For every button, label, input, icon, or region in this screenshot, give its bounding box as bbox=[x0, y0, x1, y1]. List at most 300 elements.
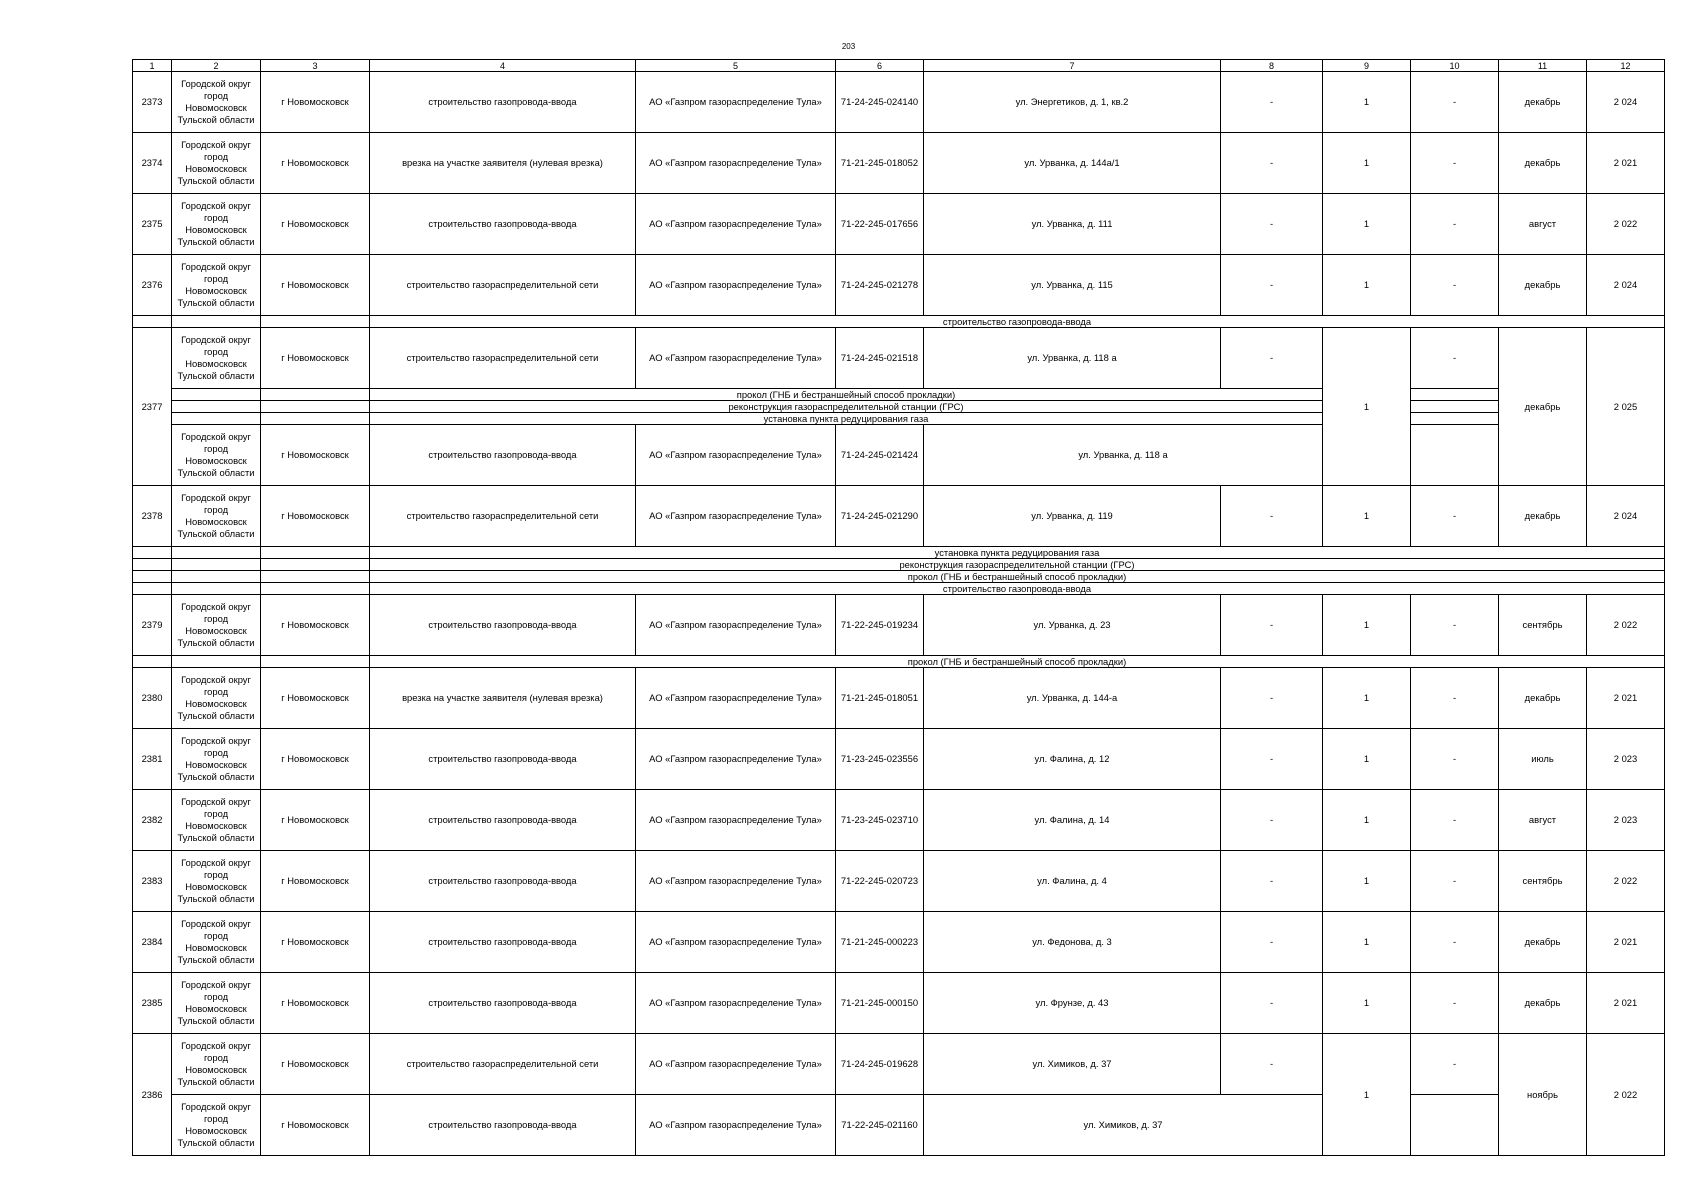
organization-cell: АО «Газпром газораспределение Тула» bbox=[636, 973, 836, 1034]
subsection-label: строительство газопровода-ввода bbox=[370, 583, 1665, 595]
column-header: 2 bbox=[172, 60, 261, 72]
municipality-line: Городской округ bbox=[181, 918, 251, 929]
column-10-cell: - bbox=[1411, 486, 1499, 547]
month-cell: декабрь bbox=[1499, 133, 1587, 194]
subsection-label: прокол (ГНБ и бестраншейный способ прокладки) bbox=[370, 656, 1665, 668]
municipality-line: Новомосковск bbox=[185, 516, 247, 527]
entry-number: 2382 bbox=[133, 790, 172, 851]
table-row bbox=[133, 133, 1665, 194]
table-row bbox=[133, 851, 1665, 912]
column-8-cell: - bbox=[1221, 255, 1323, 316]
column-header: 12 bbox=[1587, 60, 1665, 72]
subsection-row bbox=[133, 401, 1665, 413]
city-cell: г Новомосковск bbox=[261, 973, 370, 1034]
application-code-cell: 71-21-245-000223 bbox=[836, 912, 924, 973]
column-header: 10 bbox=[1411, 60, 1499, 72]
subsection-row bbox=[133, 656, 1665, 668]
municipality-line: Тульской области bbox=[177, 370, 255, 381]
municipality-line: Городской округ bbox=[181, 601, 251, 612]
municipality-line: Новомосковск bbox=[185, 625, 247, 636]
municipality-line: Новомосковск bbox=[185, 1125, 247, 1136]
subsection-row bbox=[133, 547, 1665, 559]
municipality-line: Тульской области bbox=[177, 528, 255, 539]
municipality-line: город bbox=[203, 808, 229, 819]
application-code-cell: 71-23-245-023556 bbox=[836, 729, 924, 790]
month-cell: декабрь bbox=[1499, 668, 1587, 729]
column-8-cell: - bbox=[1221, 912, 1323, 973]
column-10-cell: - bbox=[1411, 255, 1499, 316]
month-cell: декабрь bbox=[1499, 912, 1587, 973]
city-cell: г Новомосковск bbox=[261, 1095, 370, 1156]
municipality-line: Новомосковск bbox=[185, 820, 247, 831]
column-8-cell: - bbox=[1221, 729, 1323, 790]
municipality-line: город bbox=[203, 346, 229, 357]
city-cell: г Новомосковск bbox=[261, 668, 370, 729]
empty-cell bbox=[133, 547, 172, 559]
column-8-cell: - bbox=[1221, 1034, 1323, 1095]
work-type-cell: строительство газопровода-ввода bbox=[370, 1095, 636, 1156]
empty-cell bbox=[172, 389, 261, 401]
municipality-line: город bbox=[203, 151, 229, 162]
address-cell: ул. Урванка, д. 118 а bbox=[924, 425, 1323, 486]
application-code-cell: 71-22-245-021160 bbox=[836, 1095, 924, 1156]
address-cell: ул. Фрунзе, д. 43 bbox=[924, 973, 1221, 1034]
column-10-cell: - bbox=[1411, 973, 1499, 1034]
column-9-cell: 1 bbox=[1323, 912, 1411, 973]
month-cell: ноябрь bbox=[1499, 1034, 1587, 1156]
column-9-cell: 1 bbox=[1323, 194, 1411, 255]
municipality-line: Городской округ bbox=[181, 200, 251, 211]
month-cell: июль bbox=[1499, 729, 1587, 790]
municipality-line: Новомосковск bbox=[185, 881, 247, 892]
column-10-cell: - bbox=[1411, 729, 1499, 790]
empty-cell bbox=[172, 656, 261, 668]
column-9-cell: 1 bbox=[1323, 790, 1411, 851]
empty-cell bbox=[1411, 389, 1499, 401]
municipality-line: Тульской области bbox=[177, 236, 255, 247]
empty-cell bbox=[172, 583, 261, 595]
municipality-line: город bbox=[203, 1113, 229, 1124]
empty-cell bbox=[1411, 413, 1499, 425]
entry-number: 2385 bbox=[133, 973, 172, 1034]
municipality-line: Городской округ bbox=[181, 857, 251, 868]
municipality-cell bbox=[172, 668, 261, 729]
city-cell: г Новомосковск bbox=[261, 133, 370, 194]
work-type-cell: строительство газопровода-ввода bbox=[370, 194, 636, 255]
subsection-row bbox=[133, 583, 1665, 595]
municipality-line: Тульской области bbox=[177, 771, 255, 782]
entry-number: 2375 bbox=[133, 194, 172, 255]
organization-cell: АО «Газпром газораспределение Тула» bbox=[636, 790, 836, 851]
municipality-line: город bbox=[203, 504, 229, 515]
month-cell: декабрь bbox=[1499, 973, 1587, 1034]
year-cell: 2 025 bbox=[1587, 328, 1665, 486]
work-type-cell: строительство газопровода-ввода bbox=[370, 595, 636, 656]
empty-cell bbox=[133, 316, 172, 328]
column-header: 11 bbox=[1499, 60, 1587, 72]
empty-cell bbox=[133, 571, 172, 583]
work-type-cell: врезка на участке заявителя (нулевая врезка) bbox=[370, 133, 636, 194]
work-type-cell: строительство газопровода-ввода bbox=[370, 72, 636, 133]
municipality-line: Городской округ bbox=[181, 139, 251, 150]
year-cell: 2 023 bbox=[1587, 790, 1665, 851]
application-code-cell: 71-24-245-021518 bbox=[836, 328, 924, 389]
city-cell: г Новомосковск bbox=[261, 486, 370, 547]
municipality-line: Тульской области bbox=[177, 893, 255, 904]
city-cell: г Новомосковск bbox=[261, 328, 370, 389]
application-code-cell: 71-24-245-021424 bbox=[836, 425, 924, 486]
subsection-row bbox=[133, 413, 1665, 425]
year-cell: 2 022 bbox=[1587, 194, 1665, 255]
municipality-cell bbox=[172, 328, 261, 389]
work-type-cell: строительство газораспределительной сети bbox=[370, 255, 636, 316]
column-8-cell: - bbox=[1221, 595, 1323, 656]
work-type-cell: строительство газораспределительной сети bbox=[370, 486, 636, 547]
year-cell: 2 024 bbox=[1587, 72, 1665, 133]
column-10-cell: - bbox=[1411, 133, 1499, 194]
empty-cell bbox=[172, 413, 261, 425]
column-9-cell: 1 bbox=[1323, 851, 1411, 912]
page-number: 203 bbox=[841, 42, 856, 51]
column-9-cell: 1 bbox=[1323, 133, 1411, 194]
work-type-cell: строительство газопровода-ввода bbox=[370, 973, 636, 1034]
empty-cell bbox=[133, 559, 172, 571]
month-cell: декабрь bbox=[1499, 255, 1587, 316]
year-cell: 2 022 bbox=[1587, 851, 1665, 912]
table-row bbox=[133, 425, 1665, 486]
column-10-cell: - bbox=[1411, 595, 1499, 656]
municipality-line: город bbox=[203, 90, 229, 101]
column-header: 7 bbox=[924, 60, 1221, 72]
empty-cell bbox=[172, 559, 261, 571]
municipality-line: Тульской области bbox=[177, 467, 255, 478]
table-row bbox=[133, 595, 1665, 656]
year-cell: 2 022 bbox=[1587, 595, 1665, 656]
municipality-line: Новомосковск bbox=[185, 102, 247, 113]
address-cell: ул. Урванка, д. 23 bbox=[924, 595, 1221, 656]
column-8-cell: - bbox=[1221, 328, 1323, 389]
table-row bbox=[133, 255, 1665, 316]
empty-cell bbox=[133, 583, 172, 595]
table-row bbox=[133, 912, 1665, 973]
address-cell: ул. Федонова, д. 3 bbox=[924, 912, 1221, 973]
column-header: 9 bbox=[1323, 60, 1411, 72]
application-code-cell: 71-24-245-019628 bbox=[836, 1034, 924, 1095]
entry-number: 2373 bbox=[133, 72, 172, 133]
municipality-line: Тульской области bbox=[177, 832, 255, 843]
municipality-line: Городской округ bbox=[181, 735, 251, 746]
subsection-label: прокол (ГНБ и бестраншейный способ прокладки) bbox=[370, 389, 1323, 401]
year-cell: 2 023 bbox=[1587, 729, 1665, 790]
work-type-cell: строительство газопровода-ввода bbox=[370, 425, 636, 486]
address-cell: ул. Химиков, д. 37 bbox=[924, 1095, 1323, 1156]
municipality-cell bbox=[172, 133, 261, 194]
work-type-cell: строительство газопровода-ввода bbox=[370, 851, 636, 912]
column-8-cell: - bbox=[1221, 790, 1323, 851]
municipality-line: Городской округ bbox=[181, 1040, 251, 1051]
municipality-line: Тульской области bbox=[177, 1076, 255, 1087]
municipality-cell bbox=[172, 1095, 261, 1156]
municipality-line: Новомосковск bbox=[185, 455, 247, 466]
year-cell: 2 024 bbox=[1587, 255, 1665, 316]
municipality-cell bbox=[172, 194, 261, 255]
municipality-cell bbox=[172, 973, 261, 1034]
address-cell: ул. Фалина, д. 12 bbox=[924, 729, 1221, 790]
city-cell: г Новомосковск bbox=[261, 1034, 370, 1095]
column-8-cell: - bbox=[1221, 194, 1323, 255]
empty-cell bbox=[261, 401, 370, 413]
municipality-line: Новомосковск bbox=[185, 698, 247, 709]
municipality-line: Новомосковск bbox=[185, 942, 247, 953]
municipality-line: Тульской области bbox=[177, 954, 255, 965]
table-row bbox=[133, 72, 1665, 133]
subsection-label: реконструкция газораспределительной станции (ГРС) bbox=[370, 401, 1323, 413]
table-row bbox=[133, 668, 1665, 729]
column-9-cell: 1 bbox=[1323, 328, 1411, 486]
organization-cell: АО «Газпром газораспределение Тула» bbox=[636, 912, 836, 973]
municipality-line: Городской округ bbox=[181, 261, 251, 272]
empty-cell bbox=[172, 316, 261, 328]
municipality-line: Тульской области bbox=[177, 637, 255, 648]
column-header: 8 bbox=[1221, 60, 1323, 72]
municipality-cell bbox=[172, 486, 261, 547]
subsection-label: установка пункта редуцирования газа bbox=[370, 547, 1665, 559]
organization-cell: АО «Газпром газораспределение Тула» bbox=[636, 668, 836, 729]
table-row bbox=[133, 328, 1665, 389]
empty-cell bbox=[172, 401, 261, 413]
application-code-cell: 71-22-245-017656 bbox=[836, 194, 924, 255]
city-cell: г Новомосковск bbox=[261, 595, 370, 656]
city-cell: г Новомосковск bbox=[261, 790, 370, 851]
municipality-line: город bbox=[203, 443, 229, 454]
municipality-line: город bbox=[203, 991, 229, 1002]
year-cell: 2 021 bbox=[1587, 912, 1665, 973]
month-cell: август bbox=[1499, 790, 1587, 851]
column-header: 3 bbox=[261, 60, 370, 72]
municipality-line: Новомосковск bbox=[185, 163, 247, 174]
municipality-line: город bbox=[203, 869, 229, 880]
empty-cell bbox=[261, 547, 370, 559]
city-cell: г Новомосковск bbox=[261, 194, 370, 255]
municipality-line: Городской округ bbox=[181, 334, 251, 345]
column-10-cell: - bbox=[1411, 668, 1499, 729]
address-cell: ул. Урванка, д. 115 bbox=[924, 255, 1221, 316]
municipality-line: Городской округ bbox=[181, 78, 251, 89]
subsection-label: строительство газопровода-ввода bbox=[370, 316, 1665, 328]
municipality-line: Тульской области bbox=[177, 297, 255, 308]
gasification-register-table bbox=[132, 59, 1665, 1156]
application-code-cell: 71-23-245-023710 bbox=[836, 790, 924, 851]
column-9-cell: 1 bbox=[1323, 729, 1411, 790]
table-row bbox=[133, 729, 1665, 790]
application-code-cell: 71-21-245-018051 bbox=[836, 668, 924, 729]
table-row bbox=[133, 790, 1665, 851]
column-8-cell: - bbox=[1221, 72, 1323, 133]
municipality-line: город bbox=[203, 747, 229, 758]
municipality-line: Тульской области bbox=[177, 1015, 255, 1026]
column-number-header bbox=[133, 60, 1665, 72]
empty-cell bbox=[261, 656, 370, 668]
organization-cell: АО «Газпром газораспределение Тула» bbox=[636, 1034, 836, 1095]
entry-number: 2378 bbox=[133, 486, 172, 547]
address-cell: ул. Урванка, д. 144-а bbox=[924, 668, 1221, 729]
municipality-cell bbox=[172, 912, 261, 973]
subsection-row bbox=[133, 316, 1665, 328]
entry-number: 2384 bbox=[133, 912, 172, 973]
column-9-cell: 1 bbox=[1323, 1034, 1411, 1156]
column-9-cell: 1 bbox=[1323, 973, 1411, 1034]
work-type-cell: строительство газораспределительной сети bbox=[370, 328, 636, 389]
column-10-cell: - bbox=[1411, 328, 1499, 389]
subsection-label: реконструкция газораспределительной станции (ГРС) bbox=[370, 559, 1665, 571]
city-cell: г Новомосковск bbox=[261, 851, 370, 912]
empty-cell bbox=[172, 547, 261, 559]
column-9-cell: 1 bbox=[1323, 255, 1411, 316]
municipality-line: Новомосковск bbox=[185, 285, 247, 296]
organization-cell: АО «Газпром газораспределение Тула» bbox=[636, 133, 836, 194]
subsection-label: установка пункта редуцирования газа bbox=[370, 413, 1323, 425]
municipality-line: город bbox=[203, 613, 229, 624]
municipality-line: Тульской области bbox=[177, 114, 255, 125]
column-8-cell: - bbox=[1221, 133, 1323, 194]
work-type-cell: строительство газопровода-ввода bbox=[370, 790, 636, 851]
column-9-cell: 1 bbox=[1323, 486, 1411, 547]
application-code-cell: 71-24-245-021278 bbox=[836, 255, 924, 316]
application-code-cell: 71-21-245-000150 bbox=[836, 973, 924, 1034]
work-type-cell: строительство газопровода-ввода bbox=[370, 912, 636, 973]
column-10-cell: - bbox=[1411, 72, 1499, 133]
city-cell: г Новомосковск bbox=[261, 255, 370, 316]
empty-cell bbox=[133, 656, 172, 668]
empty-cell bbox=[1411, 425, 1499, 486]
organization-cell: АО «Газпром газораспределение Тула» bbox=[636, 1095, 836, 1156]
municipality-cell bbox=[172, 72, 261, 133]
subsection-label: прокол (ГНБ и бестраншейный способ прокладки) bbox=[370, 571, 1665, 583]
table-row bbox=[133, 973, 1665, 1034]
municipality-line: Новомосковск bbox=[185, 1003, 247, 1014]
address-cell: ул. Фалина, д. 4 bbox=[924, 851, 1221, 912]
column-header: 6 bbox=[836, 60, 924, 72]
municipality-line: город bbox=[203, 212, 229, 223]
municipality-cell bbox=[172, 425, 261, 486]
empty-cell bbox=[172, 571, 261, 583]
municipality-line: Городской округ bbox=[181, 1101, 251, 1112]
column-header: 1 bbox=[133, 60, 172, 72]
organization-cell: АО «Газпром газораспределение Тула» bbox=[636, 194, 836, 255]
address-cell: ул. Урванка, д. 111 bbox=[924, 194, 1221, 255]
column-8-cell: - bbox=[1221, 973, 1323, 1034]
municipality-line: Городской округ bbox=[181, 796, 251, 807]
year-cell: 2 021 bbox=[1587, 668, 1665, 729]
work-type-cell: строительство газопровода-ввода bbox=[370, 729, 636, 790]
column-10-cell: - bbox=[1411, 790, 1499, 851]
column-9-cell: 1 bbox=[1323, 668, 1411, 729]
column-10-cell: - bbox=[1411, 912, 1499, 973]
city-cell: г Новомосковск bbox=[261, 912, 370, 973]
organization-cell: АО «Газпром газораспределение Тула» bbox=[636, 595, 836, 656]
address-cell: ул. Урванка, д. 118 а bbox=[924, 328, 1221, 389]
entry-number: 2374 bbox=[133, 133, 172, 194]
year-cell: 2 021 bbox=[1587, 133, 1665, 194]
application-code-cell: 71-22-245-019234 bbox=[836, 595, 924, 656]
empty-cell bbox=[261, 316, 370, 328]
municipality-line: Тульской области bbox=[177, 175, 255, 186]
city-cell: г Новомосковск bbox=[261, 425, 370, 486]
organization-cell: АО «Газпром газораспределение Тула» bbox=[636, 851, 836, 912]
column-8-cell: - bbox=[1221, 668, 1323, 729]
entry-number: 2377 bbox=[133, 328, 172, 486]
year-cell: 2 021 bbox=[1587, 973, 1665, 1034]
column-9-cell: 1 bbox=[1323, 72, 1411, 133]
empty-cell bbox=[1411, 1095, 1499, 1156]
municipality-cell bbox=[172, 790, 261, 851]
entry-number: 2379 bbox=[133, 595, 172, 656]
table-row bbox=[133, 1095, 1665, 1156]
municipality-cell bbox=[172, 595, 261, 656]
empty-cell bbox=[261, 571, 370, 583]
table-row bbox=[133, 1034, 1665, 1095]
subsection-row bbox=[133, 559, 1665, 571]
empty-cell bbox=[261, 389, 370, 401]
municipality-cell bbox=[172, 1034, 261, 1095]
work-type-cell: строительство газораспределительной сети bbox=[370, 1034, 636, 1095]
table-row bbox=[133, 194, 1665, 255]
empty-cell bbox=[261, 559, 370, 571]
application-code-cell: 71-22-245-020723 bbox=[836, 851, 924, 912]
municipality-line: город bbox=[203, 686, 229, 697]
municipality-line: Новомосковск bbox=[185, 759, 247, 770]
entry-number: 2383 bbox=[133, 851, 172, 912]
column-10-cell: - bbox=[1411, 851, 1499, 912]
organization-cell: АО «Газпром газораспределение Тула» bbox=[636, 72, 836, 133]
municipality-line: Городской округ bbox=[181, 979, 251, 990]
municipality-line: Тульской области bbox=[177, 1137, 255, 1148]
organization-cell: АО «Газпром газораспределение Тула» bbox=[636, 328, 836, 389]
municipality-line: Новомосковск bbox=[185, 1064, 247, 1075]
column-10-cell: - bbox=[1411, 1034, 1499, 1095]
column-header: 4 bbox=[370, 60, 636, 72]
column-8-cell: - bbox=[1221, 486, 1323, 547]
municipality-line: Новомосковск bbox=[185, 358, 247, 369]
organization-cell: АО «Газпром газораспределение Тула» bbox=[636, 255, 836, 316]
address-cell: ул. Химиков, д. 37 bbox=[924, 1034, 1221, 1095]
month-cell: сентябрь bbox=[1499, 851, 1587, 912]
address-cell: ул. Урванка, д. 119 bbox=[924, 486, 1221, 547]
year-cell: 2 022 bbox=[1587, 1034, 1665, 1156]
address-cell: ул. Фалина, д. 14 bbox=[924, 790, 1221, 851]
work-type-cell: врезка на участке заявителя (нулевая врезка) bbox=[370, 668, 636, 729]
empty-cell bbox=[261, 583, 370, 595]
city-cell: г Новомосковск bbox=[261, 72, 370, 133]
municipality-line: Городской округ bbox=[181, 674, 251, 685]
application-code-cell: 71-21-245-018052 bbox=[836, 133, 924, 194]
column-header: 5 bbox=[636, 60, 836, 72]
month-cell: сентябрь bbox=[1499, 595, 1587, 656]
municipality-cell bbox=[172, 729, 261, 790]
municipality-line: Новомосковск bbox=[185, 224, 247, 235]
column-8-cell: - bbox=[1221, 851, 1323, 912]
month-cell: декабрь bbox=[1499, 328, 1587, 486]
column-10-cell: - bbox=[1411, 194, 1499, 255]
municipality-line: город bbox=[203, 930, 229, 941]
city-cell: г Новомосковск bbox=[261, 729, 370, 790]
application-code-cell: 71-24-245-024140 bbox=[836, 72, 924, 133]
month-cell: август bbox=[1499, 194, 1587, 255]
address-cell: ул. Энергетиков, д. 1, кв.2 bbox=[924, 72, 1221, 133]
table-row bbox=[133, 486, 1665, 547]
entry-number: 2381 bbox=[133, 729, 172, 790]
municipality-cell bbox=[172, 851, 261, 912]
